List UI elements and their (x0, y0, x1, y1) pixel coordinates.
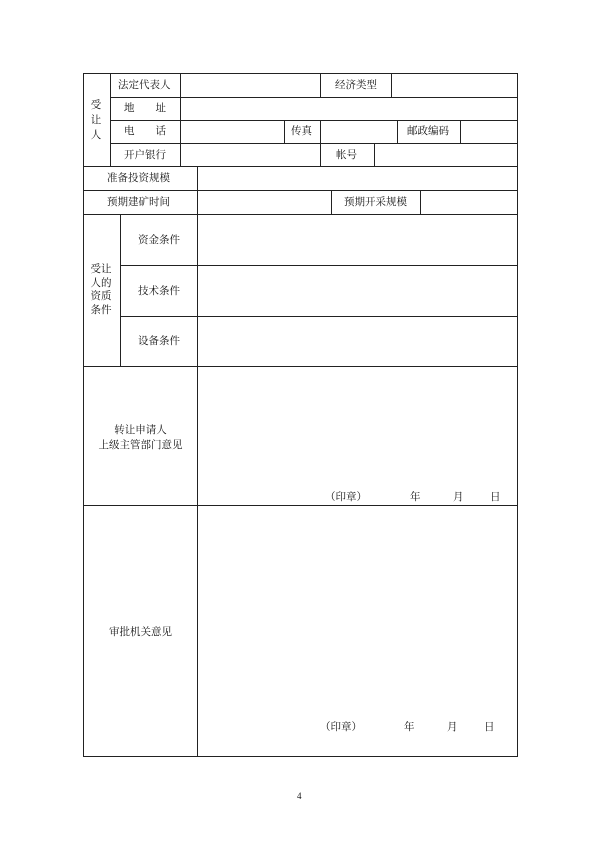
col-line (331, 190, 332, 214)
account-label: 帐号 (336, 149, 357, 161)
approval-seal: （印章） (320, 721, 362, 733)
superior-month: 月 (453, 491, 464, 503)
phone-label: 电 话 (124, 125, 166, 137)
col-line (397, 120, 398, 143)
investment-scale-label: 准备投资规模 (107, 172, 170, 184)
superior-year: 年 (410, 491, 421, 503)
superior-day: 日 (490, 491, 501, 503)
superior-seal: （印章） (325, 491, 367, 503)
page-number: 4 (297, 791, 302, 801)
superior-opinion-label (84, 423, 197, 453)
mining-scale-label: 预期开采规模 (344, 196, 407, 208)
funds-field[interactable] (198, 215, 516, 264)
approval-opinion-label: 审批机关意见 (109, 626, 172, 638)
col-line (120, 214, 121, 366)
tech-field[interactable] (198, 266, 516, 315)
transferee-section-label: 受让人 (90, 99, 102, 141)
build-time-label: 预期建矿时间 (107, 196, 170, 208)
col-line (320, 73, 321, 97)
superior-opinion-label-line1: 转让申请人 (114, 424, 167, 436)
mining-scale-field[interactable] (421, 191, 516, 213)
approval-month: 月 (447, 721, 458, 733)
postcode-field[interactable] (461, 121, 516, 142)
equipment-field[interactable] (198, 317, 516, 365)
qualification-label-line: 条件 (90, 303, 112, 316)
bank-field[interactable] (181, 144, 319, 165)
qualification-label-line: 人的 (90, 276, 112, 289)
col-line (110, 73, 111, 166)
account-field[interactable] (375, 144, 516, 165)
qualification-label-line: 受让 (90, 263, 112, 275)
funds-label: 资金条件 (138, 234, 180, 246)
approval-year: 年 (404, 721, 415, 733)
address-label: 地 址 (124, 102, 166, 114)
approval-opinion-field[interactable] (198, 506, 516, 711)
tech-label: 技术条件 (138, 285, 180, 297)
investment-scale-field[interactable] (198, 167, 516, 189)
col-line (284, 120, 285, 143)
build-time-field[interactable] (198, 191, 330, 213)
qualification-section-label (86, 263, 116, 317)
address-field[interactable] (181, 98, 516, 119)
postcode-label: 邮政编码 (407, 125, 449, 137)
legal-rep-label: 法定代表人 (118, 79, 171, 91)
phone-field[interactable] (181, 121, 283, 142)
econ-type-field[interactable] (392, 74, 516, 96)
approval-day: 日 (484, 721, 495, 733)
equipment-label: 设备条件 (138, 335, 180, 347)
econ-type-label: 经济类型 (335, 79, 377, 91)
fax-label: 传真 (291, 125, 312, 137)
superior-opinion-label-line2: 上级主管部门意见 (98, 439, 183, 451)
bank-label: 开户银行 (124, 149, 166, 161)
superior-opinion-field[interactable] (198, 367, 516, 487)
row-line (110, 120, 518, 121)
col-line (320, 143, 321, 166)
qualification-label-line: 资质 (90, 290, 112, 302)
border-right (517, 73, 518, 757)
legal-rep-field[interactable] (181, 74, 319, 96)
border-bottom (83, 756, 518, 757)
fax-field[interactable] (321, 121, 396, 142)
border-left (83, 73, 84, 757)
